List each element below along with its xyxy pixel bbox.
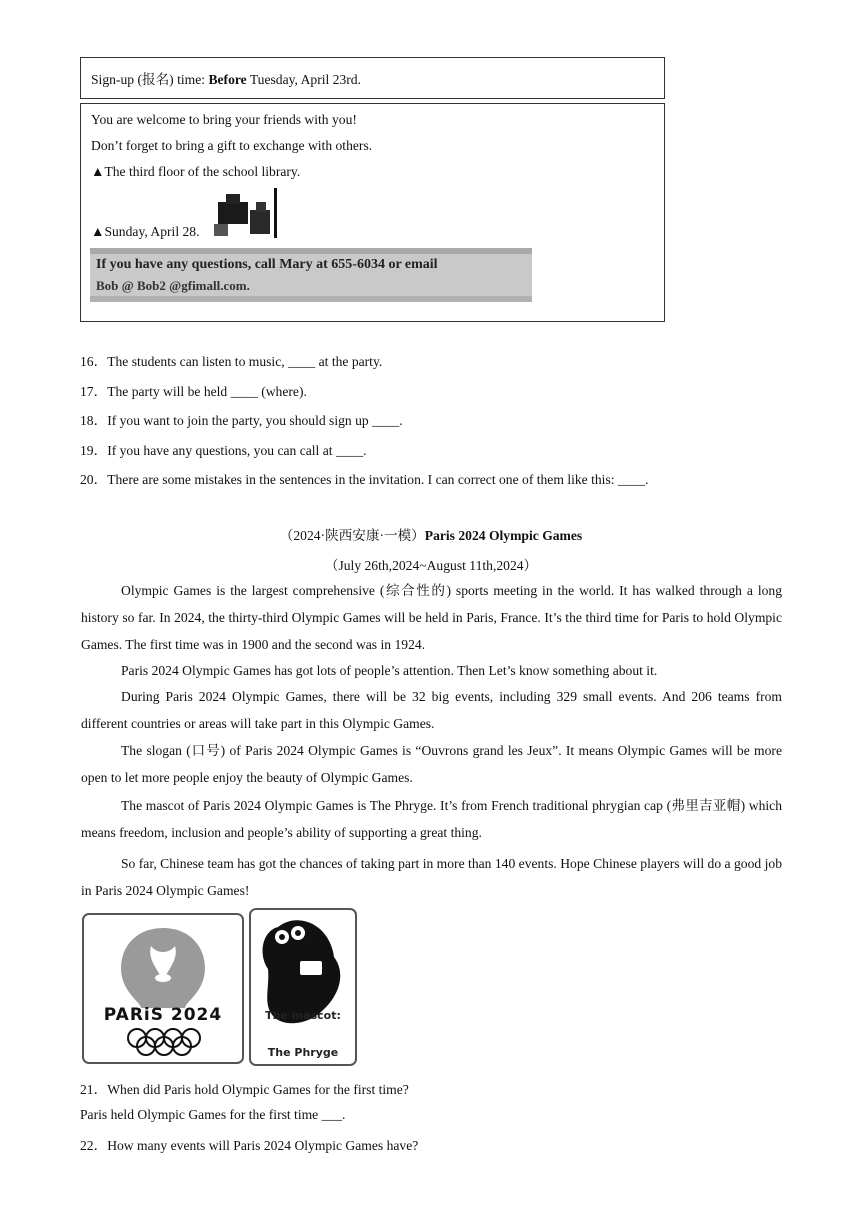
signup-bold: Before (208, 72, 247, 87)
mascot-caption-2: The Phryge (267, 1046, 339, 1059)
signup-prefix: Sign-up (报名) time: (91, 72, 209, 87)
article-source: （2024·陕西安康·一模） (279, 528, 425, 543)
invite-line-1: You are welcome to bring your friends with you! (91, 112, 357, 127)
question-19: 19．If you have any questions, you can call at ____. (80, 443, 367, 458)
gift-picture (212, 188, 280, 238)
question-16: 16．The students can listen to music, ____ at the party. (80, 354, 383, 369)
article-dates: （July 26th,2024~August 11th,2024） (324, 558, 538, 573)
paragraph-6: So far, Chinese team has got the chances of taking part in more than 140 events. Hope Chinese players will do a good job in Paris 2024 Olympic Games! (81, 856, 782, 898)
mascot-caption-1: The mascot: (265, 1009, 341, 1022)
paris-2024-logo-picture (81, 912, 245, 1065)
question-22: 22．How many events will Paris 2024 Olympic Games have? (80, 1138, 419, 1153)
paragraph-5: The mascot of Paris 2024 Olympic Games is The Phryge. It’s from French traditional phrygian cap (弗里吉亚帽) which means freedom, inclusion and people’s ability of supporting a great thing. (81, 798, 782, 840)
signup-box (80, 57, 665, 99)
mascot-picture (248, 907, 358, 1067)
question-21-answer: Paris held Olympic Games for the first time ___. (80, 1107, 346, 1122)
question-21: 21．When did Paris hold Olympic Games for the first time? (80, 1082, 409, 1097)
invite-line-3: ▲The third floor of the school library. (91, 164, 301, 179)
invite-line-4: ▲Sunday, April 28. (91, 224, 200, 239)
invite-line-2: Don’t forget to bring a gift to exchange with others. (91, 138, 373, 153)
article-title-text: Paris 2024 Olympic Games (424, 528, 583, 543)
signup-line (91, 68, 361, 88)
paragraph-4: The slogan (口号) of Paris 2024 Olympic Games is “Ouvrons grand les Jeux”. It means Olympic Games will be more open to let more people enjoy the beauty of Olympic Games. (81, 743, 782, 785)
question-18: 18．If you want to join the party, you should sign up ____. (80, 413, 403, 428)
paragraph-1: Olympic Games is the largest comprehensive (综合性的) sports meeting in the world. It has walked through a long history so far. In 2024, the thirty-third Olympic Games will be held in Paris, France. It’s the third time for Paris to hold Olympic Games. The first time was in 1900 and the second was in 1924. (81, 583, 782, 652)
paragraph-3: During Paris 2024 Olympic Games, there will be 32 big events, including 329 small events. And 206 teams from different countries or areas will take part in this Olympic Games. (81, 689, 782, 731)
invitation-box (80, 103, 665, 322)
question-17: 17．The party will be held ____ (where). (80, 384, 307, 399)
article-title (80, 524, 782, 544)
logo-text: PARiS 2024 (103, 1005, 223, 1025)
contact-note-text: If you have any questions, call Mary at 655-6034 or email (96, 257, 438, 272)
signup-suffix: Tuesday, April 23rd. (246, 72, 361, 87)
paragraph-2: Paris 2024 Olympic Games has got lots of people’s attention. Then Let’s know something about it. (121, 663, 658, 678)
contact-note-picture (90, 248, 532, 302)
question-20: 20．There are some mistakes in the sentences in the invitation. I can correct one of them like this: ____. (80, 472, 649, 487)
svg-text:Bob @ Bob2 @gfimall.com.: Bob @ Bob2 @gfimall.com. (96, 278, 250, 293)
